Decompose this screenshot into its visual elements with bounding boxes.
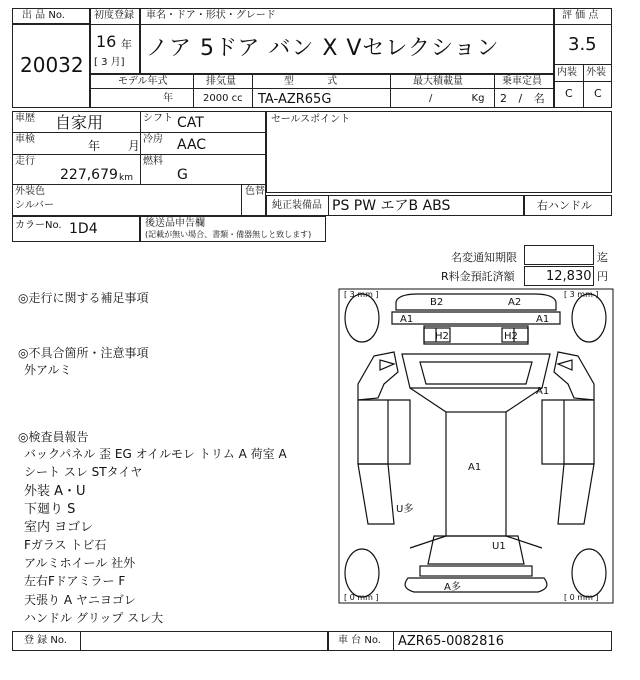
first-reg-label: 初度登録	[94, 10, 134, 21]
inspection-label: 車検	[15, 134, 35, 145]
car-damage-diagram	[338, 288, 614, 604]
interior-label: 内装	[557, 67, 577, 78]
aftermarket-note: (記載が無い場合、書類・備器無しと致します)	[145, 230, 312, 239]
divider	[390, 74, 391, 108]
mileage-unit: km	[119, 173, 133, 183]
year-unit: 年	[121, 38, 132, 51]
transfer-unit: 迄	[597, 251, 608, 264]
exterior-color-label: 外装色	[15, 186, 45, 197]
lot-number: 20032	[20, 53, 84, 77]
inspector-line: シート スレ STタイヤ	[24, 465, 143, 479]
tire-rear-right	[572, 549, 606, 597]
tire-fl-depth: [ 3 mm ]	[344, 290, 379, 299]
inspector-line: Fガラス トビ石	[24, 538, 107, 552]
shift-label: シフト	[143, 113, 173, 124]
inspector-line: アルミホイール 社外	[24, 556, 136, 570]
interior-grade: C	[565, 87, 573, 100]
mark-roof: A1	[468, 462, 482, 473]
divider	[583, 64, 584, 108]
first-reg-month: [ 3 月]	[94, 57, 125, 68]
max-load: / Kg	[429, 93, 485, 104]
history-label: 車歴	[15, 113, 35, 124]
mark-rear-bumper: A多	[444, 582, 461, 593]
divider	[140, 24, 554, 25]
tire-fr-depth: [ 3 mm ]	[564, 290, 599, 299]
divider	[554, 81, 612, 82]
exterior-grade: C	[594, 87, 602, 100]
left-side	[358, 352, 398, 400]
divider	[12, 132, 266, 133]
grade-value: 3.5	[568, 34, 597, 55]
right-side	[554, 352, 594, 400]
defect-title: ◎不具合箇所・注意事項	[18, 346, 149, 360]
inspector-line: ハンドル グリップ スレ大	[24, 611, 164, 625]
lot-label: 出 品 No.	[22, 10, 65, 21]
recycle-unit: 円	[597, 270, 608, 283]
aircon: AAC	[177, 137, 207, 153]
color-no: 1D4	[69, 221, 98, 237]
mark-front-bumper-right: A2	[508, 297, 522, 308]
mark-hood-left: A1	[400, 314, 414, 325]
mileage: 227,679	[60, 167, 118, 183]
roof	[446, 412, 506, 536]
chassis-no: AZR65-0082816	[398, 634, 504, 649]
inspection: 年 月	[88, 139, 140, 153]
car-name-label: 車名・ドア・形状・グレード	[146, 10, 276, 21]
divider	[393, 631, 394, 651]
divider	[554, 24, 612, 25]
divider	[80, 631, 81, 651]
aftermarket-label: 後送品申告欄	[145, 218, 205, 229]
inspector-line: 下廻り S	[24, 502, 76, 517]
tire-front-left	[345, 294, 379, 342]
history: 自家用	[55, 113, 104, 132]
exterior-color: シルバー	[15, 200, 55, 211]
inspector-line: 左右Fドアミラー F	[24, 574, 126, 588]
divider	[328, 195, 329, 216]
type-value: TA-AZR65G	[258, 92, 332, 107]
mark-headlight-left: H2	[435, 331, 449, 342]
type-label: 型 式	[284, 76, 338, 87]
inspector-line: 天張り A ヤニヨゴレ	[24, 593, 136, 607]
first-reg-year: 16	[96, 32, 117, 51]
max-load-label: 最大積載量	[413, 76, 463, 87]
rear-bumper	[405, 578, 547, 592]
fuel: G	[177, 167, 188, 183]
transfer-label: 名変通知期限	[451, 251, 517, 264]
displacement-label: 排気量	[206, 76, 236, 87]
divider	[90, 88, 554, 89]
inspector-line: バックパネル 歪 EG オイルモレ トリム A 荷室 A	[24, 447, 287, 461]
sales-point-label: セールスポイント	[271, 114, 351, 125]
divider	[193, 74, 194, 108]
divider	[140, 111, 141, 184]
fuel-label: 燃料	[143, 156, 163, 167]
defect-line: 外アルミ	[24, 363, 72, 377]
tire-front-right	[572, 294, 606, 342]
reg-no-label: 登 録 No.	[24, 635, 67, 646]
inspector-line: 室内 ヨゴレ	[24, 520, 94, 535]
recycle-label: R料金預託済額	[441, 270, 515, 283]
equipment: PS PW エアB ABS	[332, 198, 451, 214]
transfer-value-box	[524, 245, 594, 265]
divider	[12, 154, 266, 155]
mileage-label: 走行	[15, 156, 35, 167]
supplement-title: ◎走行に関する補足事項	[18, 291, 149, 305]
divider	[494, 74, 495, 108]
exterior-label: 外装	[586, 67, 606, 78]
divider	[90, 24, 140, 25]
steering: 右ハンドル	[537, 199, 592, 212]
back-door	[428, 536, 524, 564]
mark-hood-right: A1	[536, 314, 550, 325]
capacity-label: 乗車定員	[502, 76, 542, 87]
mark-left-rear-door: U多	[396, 504, 414, 515]
car-name: ノア 5ドア バン X Vセレクション	[146, 36, 500, 61]
color-no-label: カラーNo.	[15, 220, 62, 231]
divider	[12, 184, 266, 185]
divider	[241, 184, 242, 216]
tire-rr-depth: [ 0 mm ]	[564, 593, 599, 602]
displacement: 2000 cc	[203, 93, 243, 104]
mark-back-door: U1	[492, 541, 506, 552]
color-change-label: 色替	[245, 186, 265, 197]
inspector-line: 外装 A・U	[24, 484, 86, 499]
model-year-unit: 年	[163, 93, 173, 104]
mark-front-bumper-left: B2	[430, 297, 444, 308]
capacity: 2 / 名	[500, 92, 545, 105]
hood	[392, 312, 560, 324]
chassis-label: 車 台 No.	[338, 635, 381, 646]
tire-rear-left	[345, 549, 379, 597]
windshield	[402, 354, 550, 388]
mark-right-fender: A1	[536, 386, 550, 397]
front-bumper	[396, 294, 556, 310]
inspector-title: ◎検査員報告	[18, 430, 89, 444]
tire-rl-depth: [ 0 mm ]	[344, 593, 379, 602]
divider	[252, 74, 253, 108]
model-year-label: モデル年式	[118, 76, 168, 87]
shift: CAT	[177, 115, 204, 131]
grade-label: 評 価 点	[562, 10, 599, 21]
equipment-label: 純正装備品	[272, 200, 322, 211]
recycle-value: 12,830	[546, 269, 592, 284]
mark-headlight-right: H2	[504, 331, 518, 342]
aircon-label: 冷房	[143, 134, 163, 145]
